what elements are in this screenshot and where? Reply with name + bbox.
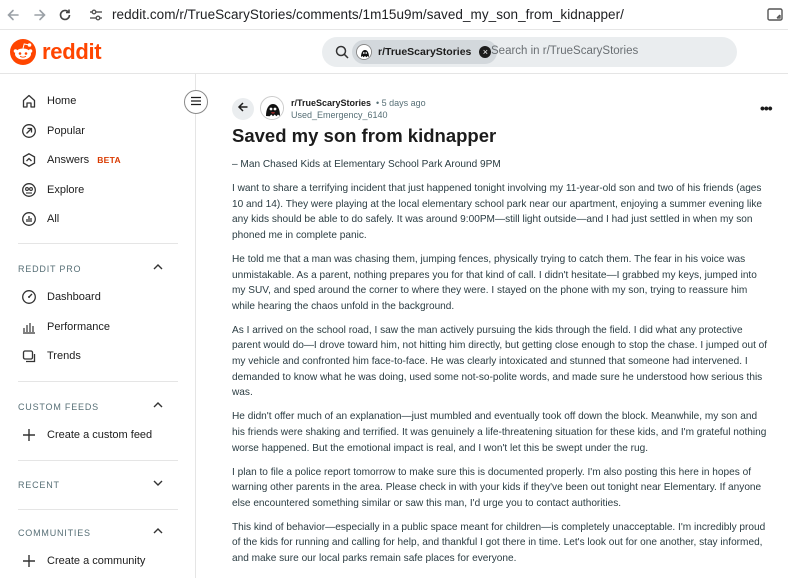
section-reddit-pro-header[interactable]: [18, 263, 163, 274]
create-custom-feed-button[interactable]: [20, 425, 152, 445]
browser-toolbar: [0, 0, 788, 30]
section-custom-feeds-header[interactable]: [18, 401, 163, 412]
section-title: REDDIT PRO: [18, 263, 82, 274]
section-title: COMMUNITIES: [18, 527, 91, 538]
sidebar-divider: [18, 243, 178, 244]
sidebar-item-label: Home: [47, 95, 77, 107]
trends-icon: [20, 347, 38, 365]
sidebar-item-answers[interactable]: [20, 150, 121, 170]
sidebar-divider: [18, 381, 178, 382]
sidebar-item-label: Answers: [47, 154, 90, 166]
sidebar-item-trends[interactable]: [20, 346, 81, 366]
post-title: Saved my son from kidnapper: [232, 125, 497, 146]
post-body: [232, 157, 772, 575]
subreddit-link[interactable]: r/TrueScaryStories: [291, 98, 372, 108]
chevron-up-icon: [153, 263, 163, 274]
post-timestamp: • 5 days ago: [376, 98, 426, 108]
plus-icon: [20, 552, 38, 570]
subreddit-avatar-icon: [356, 44, 372, 60]
chevron-up-icon: [153, 527, 163, 538]
cast-icon[interactable]: [766, 6, 784, 24]
sidebar-item-all[interactable]: [20, 209, 59, 229]
create-community-button[interactable]: [20, 551, 145, 571]
post-paragraph: I want to share a terrifying incident that just happened tonight involving my 11-year-old son and two of his friends (ages 10 and 14). They were playing at the local elementary school park near our apartment, enjoying a summer evening like any kids should be able to do safely. It was around 9:00PM—still light outside—and I had just settled in when my son phoned me in complete panic.: [232, 183, 763, 241]
explore-icon: [20, 181, 38, 199]
post-paragraph: As I arrived on the school road, I saw the man actively pursuing the kids through the field. I did what any protective parent would do—I drove toward him, not hitting him directly, but getting close enough to stop the chase. I jumped out of my vehicle and confronted him face-to-face. He was clearly intoxicated and stunned that someone had intervened. I demanded to know what he was doing, used some not-so-polite words, and made sure he understood how serious this was.: [232, 324, 768, 399]
sidebar-item-home[interactable]: [20, 91, 76, 111]
search-bar[interactable]: [322, 37, 737, 67]
plus-icon: [20, 426, 38, 444]
popular-icon: [20, 122, 38, 140]
sidebar-item-label: Performance: [47, 321, 110, 333]
site-settings-icon[interactable]: [86, 5, 106, 25]
beta-badge: BETA: [97, 155, 121, 165]
performance-icon: [20, 318, 38, 336]
post-paragraph: I plan to file a police report tomorrow to make sure this is documented properly. I'm also posting this here in hopes of warning other parents in the area. Please check in with your kids if they've been out tonight near Elementary. If anyone else encountered something similar or saw this man, I'd urge you to contact authorities.: [232, 466, 762, 509]
sidebar-item-label: Explore: [47, 184, 85, 196]
sidebar-item-label: Popular: [47, 125, 85, 137]
post-paragraph: – Man Chased Kids at Elementary School Park Around 9PM: [232, 159, 501, 170]
reddit-logo[interactable]: [10, 39, 101, 65]
section-recent-header[interactable]: [18, 479, 163, 490]
sidebar-divider: [18, 460, 178, 461]
home-icon: [20, 92, 38, 110]
section-communities-header[interactable]: [18, 527, 163, 538]
sidebar-divider: [18, 509, 178, 510]
close-icon[interactable]: ×: [479, 46, 491, 58]
site-header: [0, 30, 788, 74]
create-custom-feed-label: Create a custom feed: [47, 429, 153, 441]
dashboard-icon: [20, 288, 38, 306]
search-icon: [334, 44, 350, 60]
sidebar-item-popular[interactable]: [20, 121, 85, 141]
sidebar-item-explore[interactable]: [20, 180, 84, 200]
address-bar[interactable]: reddit.com/r/TrueScaryStories/comments/1m15u9m/saved_my_son_from_kidnapper/: [112, 7, 624, 22]
back-button[interactable]: [232, 98, 254, 120]
browser-back-icon[interactable]: [3, 5, 23, 25]
browser-forward-icon[interactable]: [30, 5, 50, 25]
author-link[interactable]: Used_Emergency_6140: [291, 110, 388, 120]
sidebar-item-label: All: [47, 213, 60, 225]
sidebar-item-label: Dashboard: [47, 291, 101, 303]
post-container: [196, 74, 788, 578]
all-icon: [20, 210, 38, 228]
chevron-down-icon: [153, 479, 163, 490]
reddit-wordmark: reddit: [42, 39, 102, 64]
post-paragraph: This kind of behavior—especially in a public space meant for children—is completely unacceptable. I'm incredibly proud of the kids for running and calling for help, and thankful I got there in time. Let's look out for one another, stay informed, and make sure our local parks remain safe places for everyone.: [232, 521, 766, 565]
chevron-up-icon: [153, 401, 163, 412]
post-paragraph: He told me that a man was chasing them, jumping fences, physically trying to catch them. The fear in his voice was unmistakable. As a parent, nothing prepares you for that kind of call. I didn't hesitate—I grabbed my keys, jumped into my SUV, and sped around the corner to where they were. I stayed on the phone with my son, trying to reassure him while hearing the chaos unfold in the background.: [232, 253, 757, 312]
answers-icon: [20, 151, 38, 169]
search-input[interactable]: Search in r/TrueScaryStories: [491, 45, 639, 57]
sidebar-item-performance[interactable]: [20, 317, 110, 337]
arrow-left-icon: [237, 100, 249, 118]
browser-reload-icon[interactable]: [55, 5, 75, 25]
post-paragraph: He didn't offer much of an explanation—just mumbled and eventually took off down the block. Meanwhile, my son and his friends were shaking and terrified. It was genuinely a life-threatening situation for these kids, and I'm grateful nothing worse happened. But the emotional impact is real, and I won't let this be swept under the rug.: [232, 411, 767, 454]
search-scope-label: r/TrueScaryStories: [378, 46, 472, 58]
sidebar-item-dashboard[interactable]: [20, 287, 101, 307]
subreddit-avatar-icon[interactable]: [260, 96, 284, 120]
reddit-snoo-icon: [10, 39, 36, 65]
more-options-icon[interactable]: •••: [760, 100, 772, 116]
search-scope-chip[interactable]: [352, 40, 497, 64]
create-community-label: Create a community: [47, 555, 146, 567]
section-title: CUSTOM FEEDS: [18, 401, 99, 412]
sidebar-item-label: Trends: [47, 350, 81, 362]
left-sidebar: [0, 74, 196, 578]
section-title: RECENT: [18, 479, 60, 490]
